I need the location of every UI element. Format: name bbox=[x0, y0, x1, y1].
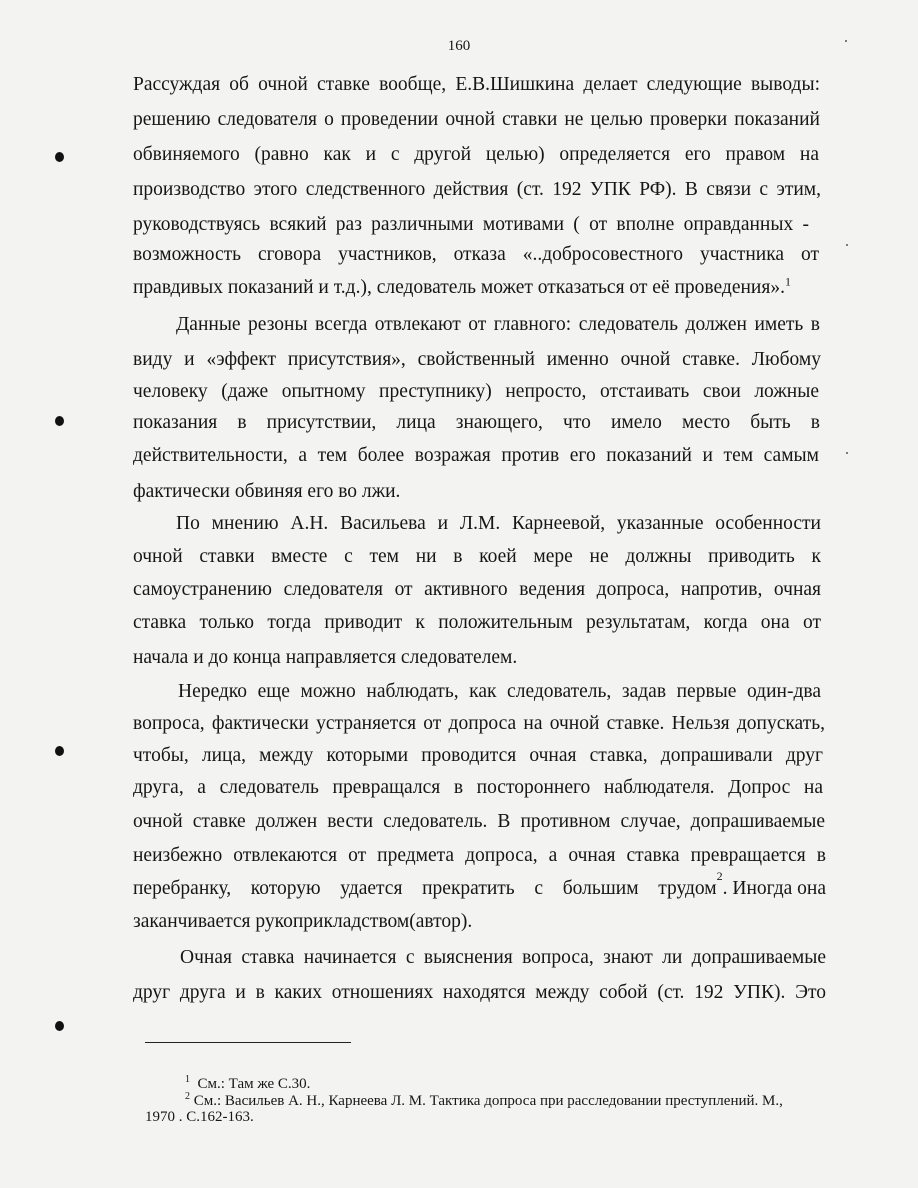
text-line: Данные резоны всегда отвлекают от главного: следователь должен иметь в bbox=[176, 314, 820, 335]
punch-hole-mark bbox=[55, 152, 64, 162]
text-line: чтобы, лица, между которыми проводится очная ставка, допрашивали друг bbox=[133, 745, 823, 766]
text-line-tail: . Иногда она bbox=[722, 878, 826, 899]
text-line: вопроса, фактически устраняется от допроса на очной ставке. Нельзя допускать, bbox=[133, 713, 825, 734]
text-line-body: правдивых показаний и т.д.), следователь может отказаться от её проведения». bbox=[133, 277, 785, 298]
text-line: ставка только тогда приводит к положительным результатам, когда она от bbox=[133, 612, 821, 633]
text-line: друг друга и в каких отношениях находятся между собой (ст. 192 УПК). Это bbox=[133, 982, 826, 1003]
footnote-mark: 1 bbox=[185, 1074, 190, 1085]
scan-speck bbox=[845, 40, 847, 42]
text-line: виду и «эффект присутствия», свойственный именно очной ставке. Любому bbox=[133, 349, 821, 370]
text-line bbox=[133, 869, 826, 902]
text-line: начала и до конца направляется следователем. bbox=[133, 647, 518, 668]
text-line: неизбежно отвлекаются от предмета допроса, а очная ставка превращается в bbox=[133, 845, 826, 866]
footnote-2 bbox=[185, 1088, 783, 1110]
text-line: Рассуждая об очной ставке вообще, Е.В.Шишкина делает следующие выводы: bbox=[133, 74, 820, 95]
punch-hole-mark bbox=[55, 746, 64, 756]
text-line: руководствуясь всякий раз различными мотивами ( от вполне оправданных - bbox=[133, 214, 809, 235]
punch-hole-mark bbox=[55, 416, 64, 426]
text-line: действительности, а тем более возражая против его показаний и тем самым bbox=[133, 445, 819, 466]
text-line: производство этого следственного действия (ст. 192 УПК РФ). В связи с этим, bbox=[133, 179, 821, 200]
scan-speck bbox=[846, 244, 848, 246]
text-line: возможность сговора участников, отказа «..добросовестного участника от bbox=[133, 244, 819, 265]
text-line: По мнению А.Н. Васильева и Л.М. Карнеевой, указанные особенности bbox=[176, 513, 821, 534]
text-line: самоустранению следователя от активного ведения допроса, напротив, очная bbox=[133, 579, 821, 600]
text-line: человеку (даже опытному преступнику) непросто, отстаивать свои ложные bbox=[133, 381, 819, 402]
page-number: 160 bbox=[447, 38, 471, 54]
footnote-ref[interactable]: 2 bbox=[716, 869, 723, 883]
text-line bbox=[133, 275, 791, 301]
scan-speck bbox=[846, 452, 848, 454]
footnote-divider bbox=[145, 1042, 351, 1043]
text-line: Очная ставка начинается с выяснения вопроса, знают ли допрашиваемые bbox=[180, 947, 826, 968]
punch-hole-mark bbox=[55, 1021, 64, 1031]
footnote-mark: 2 bbox=[185, 1091, 190, 1102]
text-line: Нередко еще можно наблюдать, как следователь, задав первые один-два bbox=[178, 681, 821, 702]
footnote-text: См.: Там же С.30. bbox=[197, 1076, 311, 1092]
text-line: фактически обвиняя его во лжи. bbox=[133, 481, 401, 502]
footnote-text: См.: Васильев А. Н., Карнеева Л. М. Тактика допроса при расследовании преступлений. М., bbox=[193, 1093, 783, 1109]
text-line: показания в присутствии, лица знающего, что имело место быть в bbox=[133, 412, 820, 433]
text-line: очной ставке должен вести следователь. В противном случае, допрашиваемые bbox=[133, 811, 825, 832]
text-line: заканчивается рукоприкладством(автор). bbox=[133, 911, 473, 932]
footnote-ref[interactable]: 1 bbox=[784, 274, 791, 289]
text-line-body: перебранку, которую удается прекратить с большим трудом bbox=[133, 878, 717, 899]
text-line: друга, а следователь превращался в постороннего наблюдателя. Допрос на bbox=[133, 777, 823, 798]
text-line: решению следователя о проведении очной ставки не целью проверки показаний bbox=[133, 109, 820, 130]
footnote-2-continuation: 1970 . С.162-163. bbox=[145, 1109, 254, 1125]
text-line: очной ставки вместе с тем ни в коей мере не должны приводить к bbox=[133, 546, 821, 567]
text-line: обвиняемого (равно как и с другой целью) определяется его правом на bbox=[133, 144, 819, 165]
